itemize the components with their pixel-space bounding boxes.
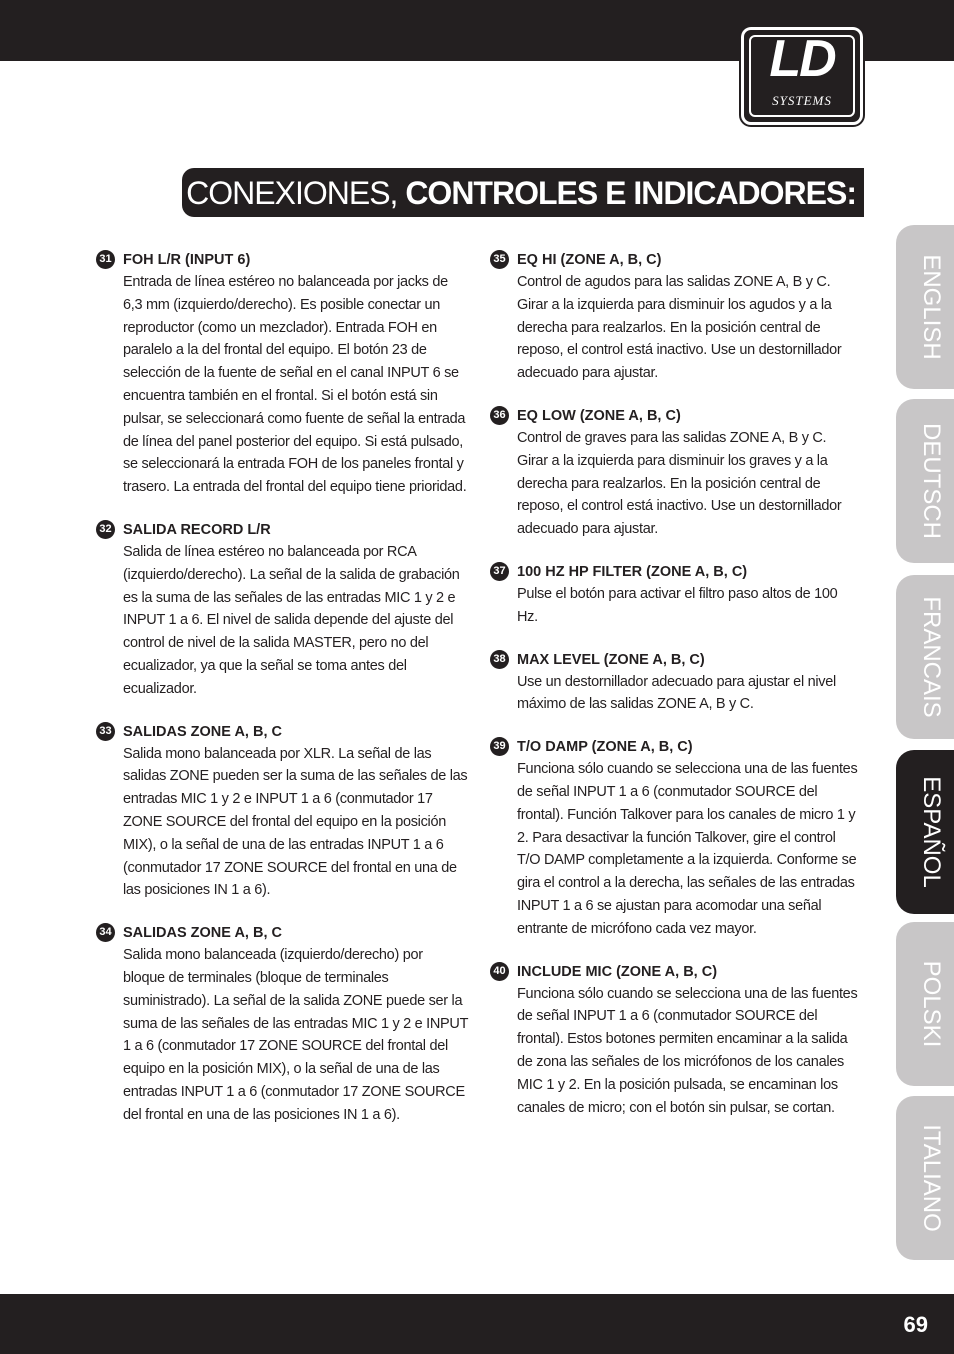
item-number-badge: 40 [490, 962, 509, 981]
tab-label: ESPAÑOL [918, 776, 945, 888]
item-title: SALIDA RECORD L/R [123, 521, 271, 538]
item-description: Control de agudos para las salidas ZONE A, B y C. Girar a la izquierda para disminuir los agudos y a la derecha para realzarlos. En la posición central de reposo, el control está inactivo. Use un destornillador adecuado para ajustar. [517, 274, 842, 382]
item-title: SALIDAS ZONE A, B, C [123, 925, 282, 942]
tab-espanol[interactable] [896, 750, 954, 914]
footer-bar [0, 1294, 954, 1354]
ld-systems-logo [741, 27, 863, 125]
item-title: INCLUDE MIC (ZONE A, B, C) [517, 963, 718, 980]
tab-francais[interactable] [896, 575, 954, 739]
item-description: Funciona sólo cuando se selecciona una de las fuentes de señal INPUT 1 a 6 (conmutador SOURCE del frontal). Estos botones permiten encaminar a la salida de zona las señales de los micrófonos de los canales MIC 1 y 2. En la posición pulsada, se encaminan los canales de micro; con el botón sin pulsar, se cortan. [517, 985, 858, 1116]
item-36 [490, 405, 860, 541]
item-title: EQ HI (ZONE A, B, C) [517, 252, 662, 268]
item-35 [490, 249, 860, 385]
page-title [186, 173, 856, 213]
item-number-badge: 33 [96, 722, 115, 741]
item-description: Use un destornillador adecuado para ajustar el nivel máximo de las salidas ZONE A, B y C. [517, 673, 836, 713]
item-number-badge: 36 [490, 406, 509, 425]
item-38 [490, 649, 860, 717]
item-number-badge: 34 [96, 923, 115, 942]
item-description: Funciona sólo cuando se selecciona una de las fuentes de señal INPUT 1 a 6 (conmutador SOURCE del frontal). Función Talkover para los canales de micro 1 y 2. Para desactivar la función Talkover, gire el control T/O DAMP completamente a la izquierda. Conforme se gira el control a la derecha, las señales de las entradas INPUT 1 a 6 se ajustan para acomodar una señal entrante de micrófono cada vez mayor. [517, 761, 858, 937]
item-number-badge: 31 [96, 250, 115, 269]
item-31 [96, 249, 468, 499]
item-34 [96, 922, 468, 1126]
item-description: Salida mono balanceada por XLR. La señal de las salidas ZONE pueden ser la suma de las señales de las entradas MIC 1 y 2 e INPUT 1 a 6 (conmutador 17 ZONE SOURCE del frontal del equipo en la posición MIX), o la señal de una de las entradas INPUT 1 a 6 (conmutador 17 ZONE SOURCE del frontal en una de las posiciones IN 1 a 6). [123, 745, 468, 899]
page-number: 69 [903, 1312, 928, 1337]
item-title: T/O DAMP (ZONE A, B, C) [517, 739, 693, 756]
item-32 [96, 519, 468, 701]
item-40 [490, 961, 860, 1120]
item-title: 100 HZ HP FILTER (ZONE A, B, C) [517, 563, 748, 580]
tab-polski[interactable] [896, 922, 954, 1086]
item-description: Control de graves para las salidas ZONE A, B y C. Girar a la izquierda para disminuir los graves y a la derecha para realzarlos. En la posición central de reposo, el control está inactivo. Use un destornillador adecuado para ajustar. [517, 429, 842, 538]
tab-label: ENGLISH [918, 254, 945, 360]
item-number-badge: 35 [490, 250, 509, 269]
title-light-part: CONEXIONES, [186, 175, 406, 211]
item-number-badge: 39 [490, 737, 509, 756]
left-column [96, 249, 468, 1147]
logo-sub-text: SYSTEMS [772, 93, 832, 108]
item-number-badge: 32 [96, 520, 115, 539]
tab-italiano[interactable] [896, 1096, 954, 1260]
tab-label: ITALIANO [918, 1124, 945, 1232]
item-description: Salida de línea estéreo no balanceada por RCA (izquierdo/derecho). La señal de la salida de grabación es la suma de las señales de las entradas MIC 1 y 2 e INPUT 1 a 6. El nivel de salida depende del ajuste del control de nivel de la salida MASTER, pero no del ecualizador, ya que la señal se toma antes del ecualizador. [123, 543, 460, 697]
section-title-banner [182, 168, 864, 217]
item-37 [490, 561, 860, 629]
item-number-badge: 38 [490, 650, 509, 669]
item-number-badge: 37 [490, 562, 509, 581]
tab-english[interactable] [896, 225, 954, 389]
right-column [490, 249, 860, 1139]
item-33 [96, 721, 468, 903]
item-description: Entrada de línea estéreo no balanceada por jacks de 6,3 mm (izquierdo/derecho). Es posible conectar un reproductor (como un mezclador). Entrada FOH en paralelo a la del frontal del equipo. El botón 23 de selección de la fuente de señal en el canal INPUT 6 se encuentra también en el frontal. Si el botón está sin pulsar, se seleccionará como fuente de señal la entrada de línea del panel posterior del equipo. Si está pulsado, se seleccionará la entrada FOH de los paneles frontal y trasero. La entrada del frontal del equipo tiene prioridad. [123, 274, 467, 496]
item-title: MAX LEVEL (ZONE A, B, C) [517, 651, 705, 668]
item-description: Pulse el botón para activar el filtro paso altos de 100 Hz. [517, 585, 838, 625]
title-bold-part: CONTROLES E INDICADORES: [405, 175, 856, 211]
item-title: EQ LOW (ZONE A, B, C) [517, 407, 681, 424]
logo-main-text: LD [769, 30, 835, 88]
tab-label: POLSKI [918, 960, 945, 1048]
item-description: Salida mono balanceada (izquierdo/derecho) por bloque de terminales (bloque de terminales suministrado). La señal de la salida ZONE puede ser la suma de las señales de las entradas MIC 1 y 2 e INPUT 1 a 6 (conmutador 17 ZONE SOURCE del frontal del equipo en la posición MIX), o la señal de una de las entradas INPUT 1 a 6 (conmutador 17 ZONE SOURCE del frontal en una de las posiciones IN 1 a 6). [123, 947, 468, 1123]
tab-label: DEUTSCH [918, 422, 945, 540]
tab-label: FRANCAIS [918, 596, 945, 718]
item-39 [490, 736, 860, 940]
tab-deutsch[interactable] [896, 399, 954, 563]
item-title: SALIDAS ZONE A, B, C [123, 723, 282, 740]
item-title: FOH L/R (INPUT 6) [123, 252, 251, 268]
